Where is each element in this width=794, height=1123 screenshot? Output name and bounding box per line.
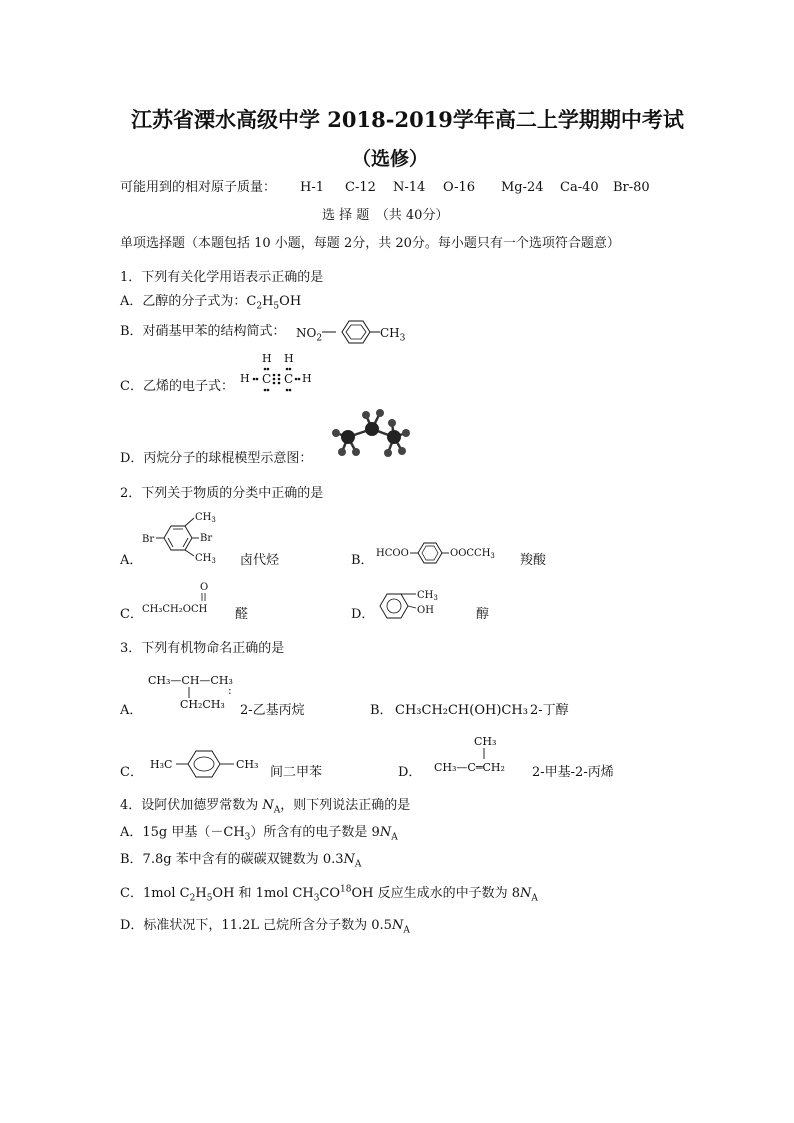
q3-option-d-name: 2-甲基-2-丙烯 (532, 765, 614, 780)
q3-a-structure (148, 670, 248, 716)
atomic-mass-h: H-1 (300, 180, 325, 195)
atomic-mass-n: N-14 (393, 180, 426, 195)
section-title: 选 择 题 （共 40分） (322, 208, 449, 223)
atomic-mass-ca: Ca-40 (560, 180, 599, 195)
q4-option-d: D．标准状况下，11.2L 己烷所含分子数为 $0.5N_A$ (120, 918, 410, 936)
svg-text:O: O (200, 582, 209, 593)
atomic-mass-o: O-16 (443, 180, 476, 195)
atomic-mass-mg: Mg-24 (501, 180, 544, 195)
svg-text:Br: Br (142, 534, 155, 545)
q3-stem: 3．下列有机物命名正确的是 (120, 641, 285, 656)
q2-a-dibromo-xylene-structure (142, 508, 232, 568)
q1-option-b: B．对硝基甲苯的结构简式： (120, 324, 286, 339)
atomic-mass-label: 可能用到的相对原子质量： (120, 180, 277, 195)
q1-c-ethylene-electron-formula (238, 352, 318, 396)
q1-option-d: D．丙烷分子的球棍模型示意图： (120, 451, 313, 466)
svg-text:C: C (284, 372, 294, 386)
q3-option-b-formula: CH₃CH₂CH(OH)CH₃ (395, 703, 528, 718)
q2-option-a-label: A． (120, 553, 143, 568)
q4-stem: 4．设阿伏加德罗常数为 $N_A$，则下列说法正确的是 (120, 798, 411, 816)
svg-text:Br: Br (200, 533, 213, 544)
svg-text:CH₃: CH₃ (474, 735, 497, 748)
q2-c-ester-structure (142, 580, 232, 616)
svg-text:H: H (240, 372, 250, 385)
q1-option-c: C．乙烯的电子式： (120, 379, 234, 394)
q3-d-structure (434, 731, 534, 777)
q2-stem: 2．下列关于物质的分类中正确的是 (120, 486, 324, 501)
q1-stem: 1．下列有关化学用语表示正确的是 (120, 270, 324, 285)
svg-text:CH3: $CH_3$ (195, 512, 216, 524)
svg-text:C: C (262, 372, 272, 386)
svg-text:CH₂CH₃: CH₂CH₃ (180, 698, 225, 711)
exam-title: 江苏省溧水高级中学 2018-2019学年高二上学期期中考试 (131, 107, 684, 132)
q1-b-benzene-ring (322, 317, 382, 347)
instructions: 单项选择题（本题包括 10 小题，每题 2分，共 20分。每小题只有一个选项符合题意） (120, 236, 620, 251)
q2-option-c-label: C． (120, 607, 143, 622)
q3-option-a-label: A． (120, 703, 143, 718)
q2-d-cresol-structure (376, 588, 446, 628)
atomic-mass-br: Br-80 (613, 180, 650, 195)
svg-text:H: H (302, 372, 312, 385)
svg-text:H: H (284, 352, 294, 365)
svg-text:OH: OH (417, 605, 434, 616)
svg-text:CH3: $CH_3$ (195, 553, 216, 565)
q4-option-b: B．7.8g 苯中含有的碳碳双键数为 $0.3N_A$ (120, 852, 362, 870)
q4-option-c: C．1mol $C_2H_5OH$ 和 1mol $CH_3CO^{18}OH$ 反应生成水的中子数为 $8N_A$ (120, 884, 538, 904)
svg-text:CH₃CH₂OCH: CH₃CH₂OCH (142, 604, 208, 615)
q2-option-d-label: D． (351, 607, 375, 622)
q3-option-b-label: B． (370, 703, 393, 718)
svg-text::: : (228, 684, 232, 697)
q2-option-c-class: 醛 (235, 607, 249, 622)
svg-text:CH₃—CH—CH₃: CH₃—CH—CH₃ (148, 674, 233, 687)
q3-option-a-name: 2-乙基丙烷 (240, 703, 305, 718)
svg-text:CH3: $CH_3$ (417, 590, 438, 602)
svg-text:H₃C: H₃C (150, 758, 173, 771)
svg-text:HCOO: HCOO (376, 548, 409, 559)
q2-b-ester-structure (376, 538, 506, 568)
q1-b-no2: $NO_2$ (296, 326, 323, 344)
atomic-mass-c: C-12 (345, 180, 376, 195)
exam-subtitle: （选修） (352, 148, 429, 170)
q2-option-d-class: 醇 (476, 607, 490, 622)
q3-c-xylene-structure (150, 747, 270, 781)
q1-b-ch3: $CH_3$ (380, 326, 406, 344)
svg-text:OOCCH3: $OOCCH_3$ (450, 548, 495, 560)
q1-option-a: A．乙醇的分子式为：$C_2H_5OH$ (120, 294, 302, 312)
q2-option-b-label: B． (351, 553, 374, 568)
svg-text:H: H (262, 352, 272, 365)
q2-option-b-class: 羧酸 (520, 553, 547, 568)
q2-option-a-class: 卤代烃 (240, 553, 280, 568)
svg-text:CH₃—C═CH₂: CH₃—C═CH₂ (434, 761, 505, 774)
q3-option-c-name: 间二甲苯 (270, 765, 323, 780)
q4-option-a: A．15g 甲基$(-CH_3)$所含有的电子数是 $9N_A$ (120, 825, 398, 843)
q1-d-propane-ball-stick-model (330, 407, 412, 463)
q3-option-c-label: C． (120, 765, 143, 780)
q3-option-b-name: 2-丁醇 (530, 703, 569, 718)
svg-text:CH₃: CH₃ (236, 758, 259, 771)
q3-option-d-label: D． (398, 765, 422, 780)
